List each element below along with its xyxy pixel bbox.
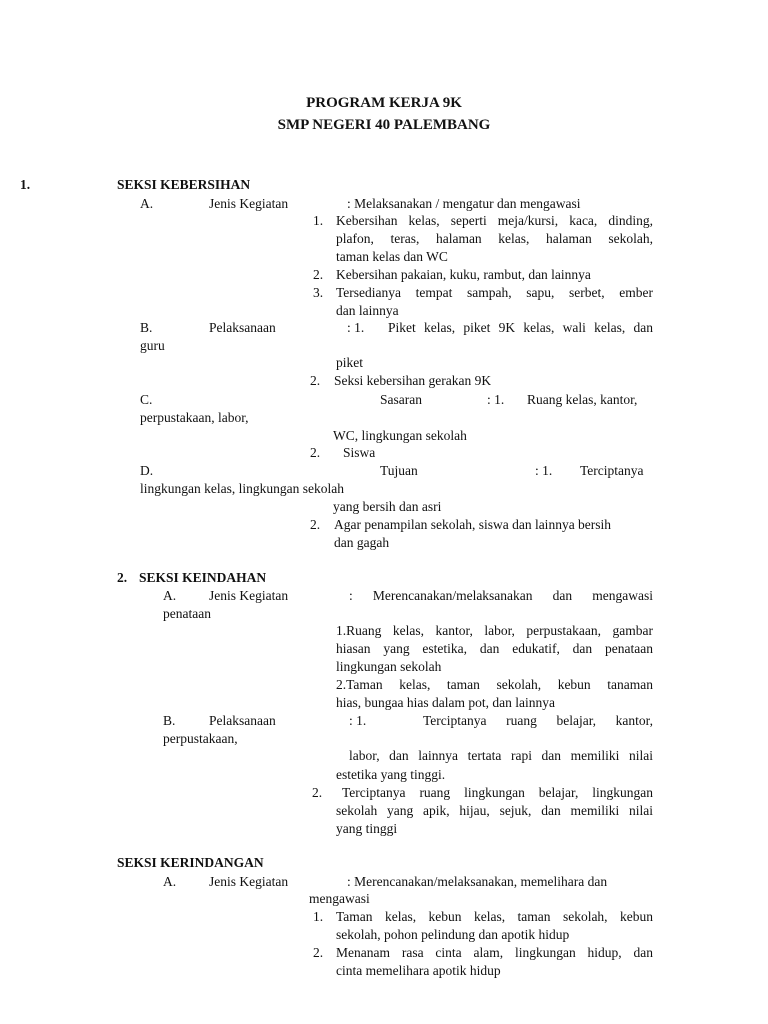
s1-d-text-2-line-1: Agar penampilan sekolah, siswa dan lainnya bersih [334, 517, 612, 532]
s1-b-text-1: Piket kelas, piket 9K kelas, wali kelas, dan [388, 320, 653, 335]
s2-b-text-2-line-3: yang tinggi [336, 821, 398, 836]
s1-a-item-1-num: 1. [313, 213, 324, 228]
title-line-1: PROGRAM KERJA 9K [306, 95, 462, 111]
s3-a-item-2-num: 2. [313, 945, 324, 960]
s1-c-label: Sasaran [380, 392, 422, 407]
s2-b-num-2: 2. [312, 785, 323, 800]
s2-a-label: Jenis Kegiatan [209, 588, 289, 603]
s2-b-cont-line-1: labor, dan lainnya tertata rapi dan memiliki nilai [349, 748, 653, 763]
s1-a-item-2-num: 2. [313, 267, 324, 282]
s2-a-item-2-line-2: hias, bungaa hias dalam pot, dan lainnya [336, 695, 555, 710]
s1-d-text-2-line-2: dan gagah [334, 535, 390, 550]
s3-a-item-2-line-2: cinta memelihara apotik hidup [336, 963, 501, 978]
s1-a-letter: A. [140, 196, 154, 211]
s2-b-wrap: perpustakaan, [163, 731, 238, 746]
s2-b-text-2-line-1: Terciptanya ruang lingkungan belajar, lingkungan [342, 785, 653, 800]
s1-b-letter: B. [140, 320, 153, 335]
s1-a-item-3-line-2: dan lainnya [336, 303, 399, 318]
s2-a-letter: A. [163, 588, 177, 603]
s1-d-num-2: 2. [310, 517, 321, 532]
s3-a-letter: A. [163, 874, 177, 889]
s3-a-item-2-line-1: Menanam rasa cinta alam, lingkungan hidup, dan [336, 945, 653, 960]
s1-d-text-1: Terciptanya [580, 463, 644, 478]
s1-d-label: Tujuan [380, 463, 418, 478]
s1-b-text-2: Seksi kebersihan gerakan 9K [334, 373, 492, 388]
s2-b-colon: : 1. [349, 713, 367, 728]
s1-c-wrap: perpustakaan, labor, [140, 410, 249, 425]
title-line-2: SMP NEGERI 40 PALEMBANG [277, 117, 491, 133]
s2-b-letter: B. [163, 713, 176, 728]
s2-a-item-1-line-2: hiasan yang estetika, dan edukatif, dan penataan [336, 641, 653, 656]
section-3-heading: SEKSI KERINDANGAN [117, 855, 264, 870]
s1-d-colon: : 1. [535, 463, 553, 478]
s1-d-wrap: lingkungan kelas, lingkungan sekolah [140, 481, 344, 496]
s1-c-text-1: Ruang kelas, kantor, [527, 392, 638, 407]
s1-c-cont: WC, lingkungan sekolah [333, 428, 467, 443]
s1-b-cont: piket [336, 355, 363, 370]
s2-b-text-1: Terciptanya ruang belajar, kantor, [423, 713, 653, 728]
s2-a-item-2-line-1: 2.Taman kelas, taman sekolah, kebun tanaman [336, 677, 653, 692]
s1-a-item-1-line-1: Kebersihan kelas, seperti meja/kursi, kaca, dinding, [336, 213, 653, 228]
s1-b-num-2: 2. [310, 373, 321, 388]
s1-a-item-3-num: 3. [313, 285, 324, 300]
s1-d-cont: yang bersih dan asri [333, 499, 442, 514]
s1-d-letter: D. [140, 463, 154, 478]
s1-a-item-2-line-1: Kebersihan pakaian, kuku, rambut, dan lainnya [336, 267, 591, 282]
s3-a-wrap: mengawasi [309, 891, 370, 906]
section-2-number: 2. [117, 570, 128, 585]
s2-b-cont-line-2: estetika yang tinggi. [336, 767, 446, 782]
s3-a-item-1-num: 1. [313, 909, 324, 924]
s1-b-label: Pelaksanaan [209, 320, 276, 335]
s3-a-text: : Merencanakan/melaksanakan, memelihara dan [347, 874, 608, 889]
s3-a-item-1-line-1: Taman kelas, kebun kelas, taman sekolah, kebun [336, 909, 653, 924]
s2-a-wrap: penataan [163, 606, 211, 621]
s1-c-colon: : 1. [487, 392, 505, 407]
s1-a-text: : Melaksanakan / mengatur dan mengawasi [347, 196, 581, 211]
s1-a-item-1-line-2: plafon, teras, halaman kelas, halaman sekolah, [336, 231, 653, 246]
section-1-heading: SEKSI KEBERSIHAN [117, 177, 251, 192]
section-2-heading: SEKSI KEINDAHAN [139, 570, 267, 585]
s1-a-item-3-line-1: Tersedianya tempat sampah, sapu, serbet, ember [336, 285, 653, 300]
s1-c-text-2: Siswa [343, 445, 376, 460]
s2-a-item-1-line-1: 1.Ruang kelas, kantor, labor, perpustakaan, gambar [336, 623, 653, 638]
s2-b-label: Pelaksanaan [209, 713, 276, 728]
s1-b-colon: : 1. [347, 320, 365, 335]
s1-a-label: Jenis Kegiatan [209, 196, 289, 211]
s2-a-item-1-line-3: lingkungan sekolah [336, 659, 442, 674]
s1-c-letter: C. [140, 392, 153, 407]
s1-a-item-1-line-3: taman kelas dan WC [336, 249, 448, 264]
s2-a-text: : Merencanakan/melaksanakan dan mengawasi [349, 588, 653, 603]
s1-b-wrap: guru [140, 338, 165, 353]
section-1-number: 1. [20, 177, 31, 192]
s2-b-text-2-line-2: sekolah yang apik, hijau, sejuk, dan memiliki nilai [336, 803, 653, 818]
s3-a-label: Jenis Kegiatan [209, 874, 289, 889]
s3-a-item-1-line-2: sekolah, pohon pelindung dan apotik hidup [336, 927, 570, 942]
s1-c-num-2: 2. [310, 445, 321, 460]
